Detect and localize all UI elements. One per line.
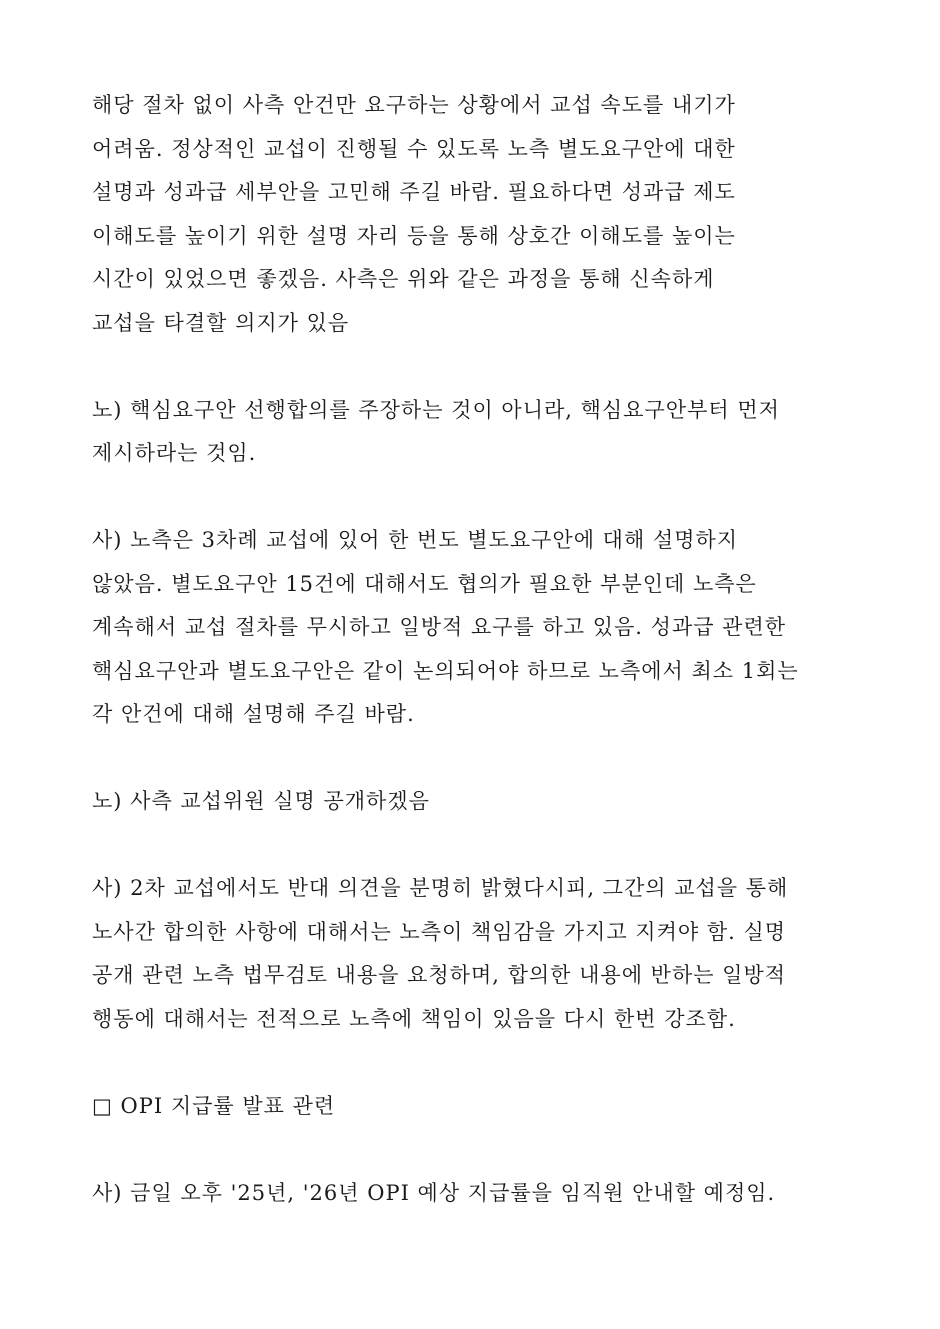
paragraph-gap [92, 824, 862, 868]
text-line: 이해도를 높이기 위한 설명 자리 등을 통해 상호간 이해도를 높이는 [92, 223, 736, 248]
paragraph-management-objection [92, 867, 862, 1041]
section-heading: □ OPI 지급률 발표 관련 [92, 1093, 336, 1118]
paragraph-union-name-disclosure [92, 780, 862, 824]
text-line: 해당 절차 없이 사측 안건만 요구하는 상황에서 교섭 속도를 내기가 [92, 93, 736, 117]
paragraph-gap [92, 1128, 862, 1172]
text-line: 교섭을 타결할 의지가 있음 [92, 310, 350, 335]
paragraph-management-separate-demands [92, 519, 862, 737]
paragraph-gap [92, 476, 862, 520]
text-line: 어려움. 정상적인 교섭이 진행될 수 있도록 노측 별도요구안에 대한 [92, 136, 736, 161]
text-line: 노) 사측 교섭위원 실명 공개하겠음 [92, 789, 430, 813]
text-line: 각 안건에 대해 설명해 주길 바람. [92, 702, 415, 726]
text-line: 설명과 성과급 세부안을 고민해 주길 바람. 필요하다면 성과급 제도 [92, 180, 736, 204]
paragraph-gap [92, 737, 862, 781]
text-line: 제시하라는 것임. [92, 441, 257, 465]
section-heading-opi [92, 1085, 862, 1129]
paragraph-opi-announcement [92, 1172, 862, 1216]
text-line: 노) 핵심요구안 선행합의를 주장하는 것이 아니라, 핵심요구안부터 먼저 [92, 397, 780, 422]
text-line: 공개 관련 노측 법무검토 내용을 요청하며, 합의한 내용에 반하는 일방적 [92, 963, 787, 987]
text-line: 노사간 합의한 사항에 대해서는 노측이 책임감을 가지고 지켜야 함. 실명 [92, 919, 787, 944]
paragraph-management-explanation [92, 84, 862, 345]
text-line: 사) 금일 오후 '25년, '26년 OPI 예상 지급률을 임직원 안내할 예정임. [92, 1180, 776, 1205]
document-page [92, 84, 862, 1215]
text-line: 행동에 대해서는 전적으로 노측에 책임이 있음을 다시 한번 강조함. [92, 1006, 736, 1031]
text-line: 사) 노측은 3차례 교섭에 있어 한 번도 별도요구안에 대해 설명하지 [92, 528, 739, 552]
text-line: 계속해서 교섭 절차를 무시하고 일방적 요구를 하고 있음. 성과급 관련한 [92, 615, 787, 639]
paragraph-gap [92, 1041, 862, 1085]
text-line: 사) 2차 교섭에서도 반대 의견을 분명히 밝혔다시피, 그간의 교섭을 통해 [92, 876, 789, 900]
text-line: 시간이 있었으면 좋겠음. 사측은 위와 같은 과정을 통해 신속하게 [92, 267, 715, 291]
paragraph-gap [92, 345, 862, 389]
text-line: 않았음. 별도요구안 15건에 대해서도 협의가 필요한 부분인데 노측은 [92, 571, 757, 596]
text-line: 핵심요구안과 별도요구안은 같이 논의되어야 하므로 노측에서 최소 1회는 [92, 658, 799, 683]
paragraph-union-core-demand [92, 389, 862, 476]
